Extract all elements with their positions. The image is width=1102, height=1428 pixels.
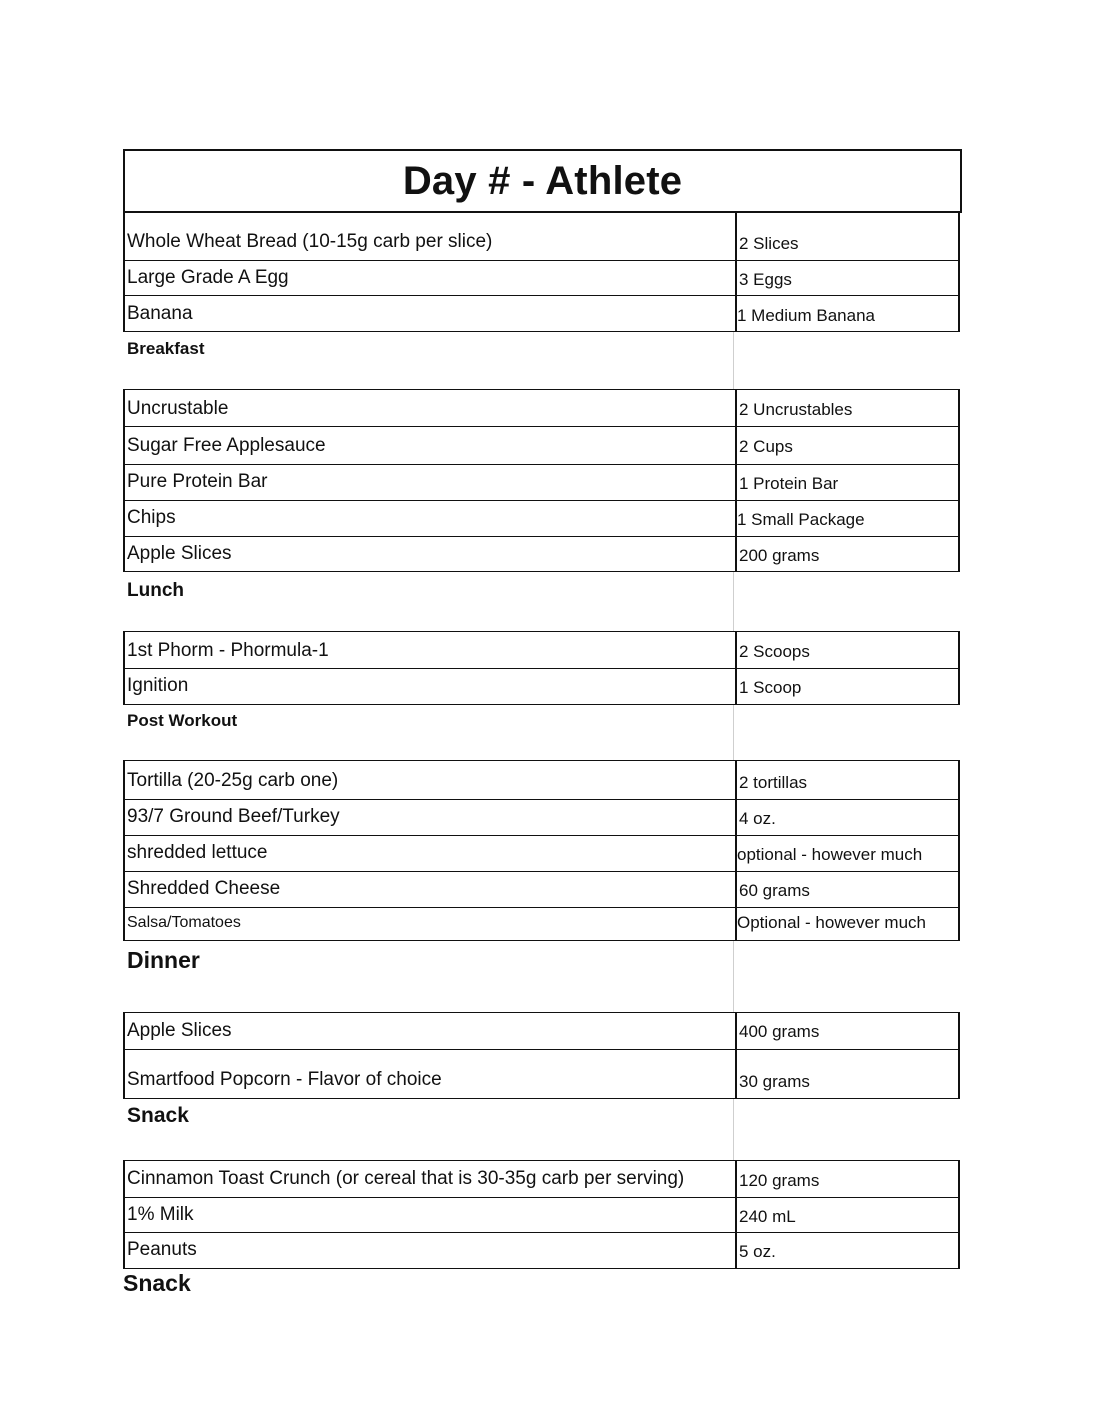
food-cell: Tortilla (20-25g carb one) [127,770,339,791]
food-cell: Large Grade A Egg [127,267,289,288]
table-row [123,295,960,332]
table-row [123,500,960,537]
food-cell: Apple Slices [127,1020,232,1041]
food-cell: 1st Phorm - Phormula-1 [127,640,329,661]
section-label: Lunch [127,580,184,601]
section-row-lunch [123,572,960,632]
amount-cell: 1 Scoop [735,669,958,704]
table-row [123,464,960,501]
table-row [123,835,960,872]
amount-cell: 30 grams [735,1050,958,1098]
section-row-snack [123,1099,960,1161]
title-cell [123,149,962,213]
amount-cell: 2 Slices [735,212,958,260]
section-label: Post Workout [127,711,238,730]
table-row [123,426,960,465]
food-cell: Whole Wheat Bread (10-15g carb per slice) [127,231,493,252]
amount-cell: 240 mL [735,1198,958,1232]
amount-cell: 1 Medium Banana [735,296,958,331]
amount-cell [733,332,960,390]
food-cell: Pure Protein Bar [127,471,268,492]
section-label: Breakfast [127,339,205,358]
amount-cell: optional - however much [735,836,958,871]
table-row [123,211,960,261]
food-cell: shredded lettuce [127,842,268,863]
food-cell: 1% Milk [127,1204,194,1225]
amount-cell: 2 Uncrustables [735,390,958,426]
section-row-breakfast [123,332,960,390]
food-cell: Apple Slices [127,543,232,564]
section-label: Snack [127,1104,189,1127]
section-row-dinner [123,941,960,1013]
amount-cell: 120 grams [735,1161,958,1197]
amount-cell [733,941,960,1013]
table-row [123,631,960,669]
table-row [123,1160,960,1198]
amount-cell: 2 Scoops [735,632,958,668]
table-row [123,1012,960,1050]
section-row-post-workout [123,705,960,761]
food-cell: 93/7 Ground Beef/Turkey [127,806,340,827]
food-cell: Banana [127,303,193,324]
table-row [123,260,960,296]
table-row [123,1232,960,1269]
amount-cell [733,705,960,761]
table-row [123,1197,960,1233]
amount-cell: 4 oz. [735,800,958,835]
amount-cell: 5 oz. [735,1233,958,1268]
table-row [123,871,960,908]
food-cell: Salsa/Tomatoes [127,914,241,931]
section-label: Dinner [127,947,200,973]
table-row [123,799,960,836]
table-row [123,760,960,800]
table-row [123,1049,960,1099]
section-label-snack-final: Snack [123,1270,191,1296]
food-cell: Smartfood Popcorn - Flavor of choice [127,1069,442,1090]
food-cell: Shredded Cheese [127,878,281,899]
amount-cell [733,1099,960,1161]
table-row [123,907,960,941]
food-cell: Peanuts [127,1239,197,1260]
amount-cell: 1 Small Package [735,501,958,536]
food-cell: Ignition [127,675,189,696]
amount-cell: 3 Eggs [735,261,958,295]
food-cell: Sugar Free Applesauce [127,435,326,456]
table-row [123,668,960,705]
table-row [123,389,960,427]
amount-cell: 1 Protein Bar [735,465,958,500]
table-row [123,536,960,572]
amount-cell: 2 Cups [735,427,958,464]
food-cell: Cinnamon Toast Crunch (or cereal that is 30-35g carb per serving) [127,1168,685,1189]
amount-cell: 400 grams [735,1013,958,1049]
amount-cell: 60 grams [735,872,958,907]
food-cell: Uncrustable [127,398,229,419]
food-cell: Chips [127,507,176,528]
amount-cell [733,572,960,632]
amount-cell: 2 tortillas [735,761,958,799]
amount-cell: Optional - however much [735,908,958,940]
page-title: Day # - Athlete [402,159,683,203]
amount-cell: 200 grams [735,537,958,571]
